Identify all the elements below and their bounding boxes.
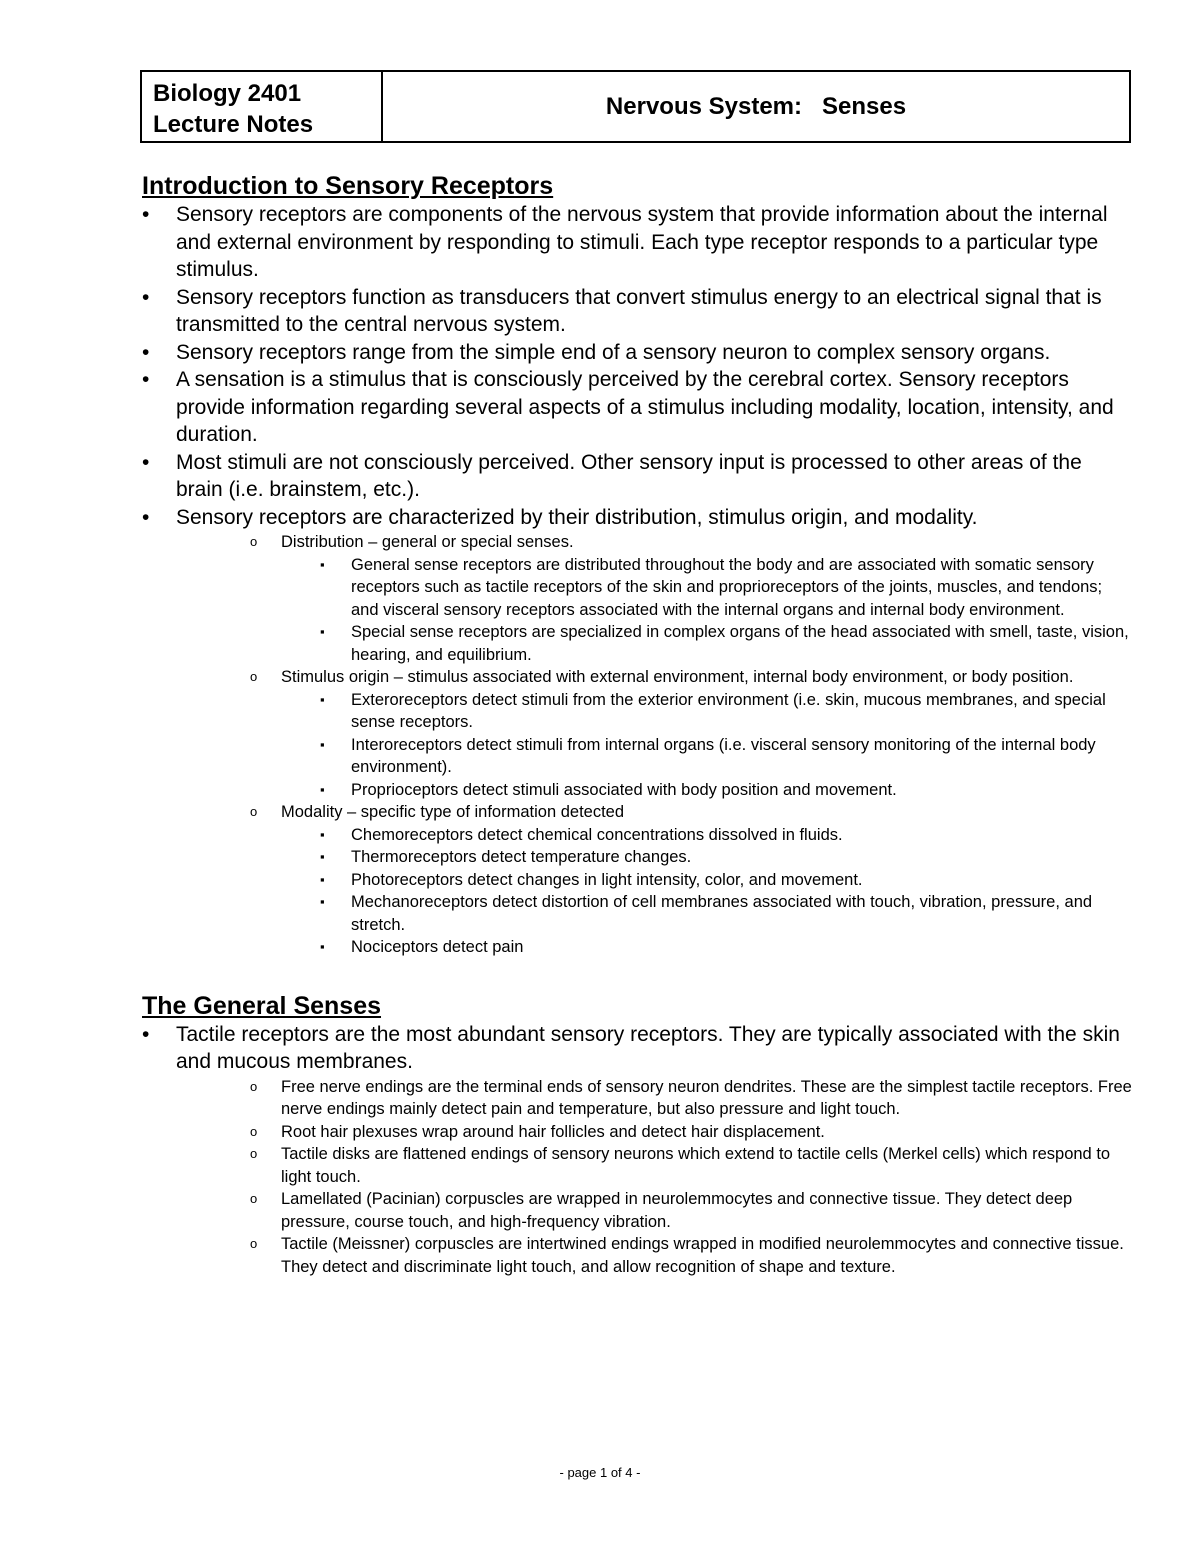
sub-list-item: o Free nerve endings are the terminal ends of sensory neuron dendrites. These are the simplest tactile receptors. Free nerve endings mainly detect pain and temperature, but also pressure and light touch. [250, 1076, 1132, 1121]
list-item: • Most stimuli are not consciously perceived. Other sensory input is processed to other areas of the brain (i.e. brainstem, etc.). [142, 449, 1132, 504]
sub-sub-item: ▪ Interoreceptors detect stimuli from internal organs (i.e. visceral sensory monitoring of the internal body environment). [318, 734, 1132, 779]
sub-sub-item: ▪ Chemoreceptors detect chemical concentrations dissolved in fluids. [318, 824, 1132, 847]
sub-sub-list [281, 554, 1132, 667]
list-item-text: Sensory receptors are characterized by their distribution, stimulus origin, and modality. [176, 505, 978, 529]
page-title: Nervous System: Senses [605, 92, 907, 120]
section-heading: The General Senses [142, 991, 382, 1020]
sub-sub-item: ▪ Photoreceptors detect changes in light intensity, color, and movement. [318, 869, 1132, 892]
section-1-list [142, 201, 1132, 959]
sub-list-item: o Tactile (Meissner) corpuscles are intertwined endings wrapped in modified neurolemmocytes and connective tissue. They detect and discriminate light touch, and allow recognition of shape and texture. [250, 1233, 1132, 1278]
sub-list-item [250, 666, 1132, 801]
sub-sub-item: ▪ Nociceptors detect pain [318, 936, 1132, 959]
sub-sub-item: ▪ Special sense receptors are specialized in complex organs of the head associated with smell, taste, vision, hearing, and equilibrium. [318, 621, 1132, 666]
section-spacer [142, 959, 1132, 991]
list-item: • Sensory receptors are components of the nervous system that provide information about the internal and external environment by responding to stimuli. Each type receptor responds to a particular type stimulus. [142, 201, 1132, 284]
sub-item-text: Modality – specific type of information detected [281, 803, 625, 821]
section-2-list [142, 1021, 1132, 1279]
list-item: • Sensory receptors function as transducers that convert stimulus energy to an electrical signal that is transmitted to the central nervous system. [142, 284, 1132, 339]
sub-list-item: o Lamellated (Pacinian) corpuscles are wrapped in neurolemmocytes and connective tissue. They detect deep pressure, course touch, and high-frequency vibration. [250, 1188, 1132, 1233]
sub-sub-item: ▪ Exteroreceptors detect stimuli from the exterior environment (i.e. skin, mucous membranes, and special sense receptors. [318, 689, 1132, 734]
sub-item-text: Distribution – general or special senses. [281, 533, 574, 551]
list-item [142, 1021, 1132, 1279]
sub-list-item [250, 801, 1132, 959]
list-item: • Sensory receptors range from the simple end of a sensory neuron to complex sensory organs. [142, 339, 1132, 367]
list-item [142, 504, 1132, 959]
sub-item-text: Stimulus origin – stimulus associated with external environment, internal body environment, or body position. [281, 668, 1074, 686]
doc-type: Lecture Notes [153, 111, 314, 138]
section-heading: Introduction to Sensory Receptors [142, 172, 554, 200]
header-table [140, 70, 1131, 143]
sub-sub-item: ▪ Proprioceptors detect stimuli associated with body position and movement. [318, 779, 1132, 802]
sub-list-item: o Tactile disks are flattened endings of sensory neurons which extend to tactile cells (Merkel cells) which respond to light touch. [250, 1143, 1132, 1188]
sub-list-item: o Root hair plexuses wrap around hair follicles and detect hair displacement. [250, 1121, 1132, 1144]
sub-sub-item: ▪ Thermoreceptors detect temperature changes. [318, 846, 1132, 869]
page-number: - page 1 of 4 - [559, 1465, 641, 1480]
sub-sub-list [281, 824, 1132, 959]
sub-sub-item: ▪ Mechanoreceptors detect distortion of cell membranes associated with touch, vibration, pressure, and stretch. [318, 891, 1132, 936]
sub-sub-list [281, 689, 1132, 802]
list-item-text: Tactile receptors are the most abundant sensory receptors. They are typically associated with the skin and mucous membranes. [176, 1022, 1120, 1073]
list-item: • A sensation is a stimulus that is consciously perceived by the cerebral cortex. Sensory receptors provide information regarding several aspects of a stimulus including modality, location, intensity, and duration. [142, 366, 1132, 449]
document-body [142, 171, 1132, 1278]
course-name: Biology 2401 [153, 80, 302, 107]
sub-list [176, 531, 1132, 959]
course-cell [142, 72, 383, 141]
sub-list [176, 1076, 1132, 1279]
sub-sub-item: ▪ General sense receptors are distributed throughout the body and are associated with somatic sensory receptors such as tactile receptors of the skin and proprioreceptors of the joints, muscles, and tendons; and visceral sensory receptors associated with the internal organs and internal body environment. [318, 554, 1132, 622]
sub-list-item [250, 531, 1132, 666]
